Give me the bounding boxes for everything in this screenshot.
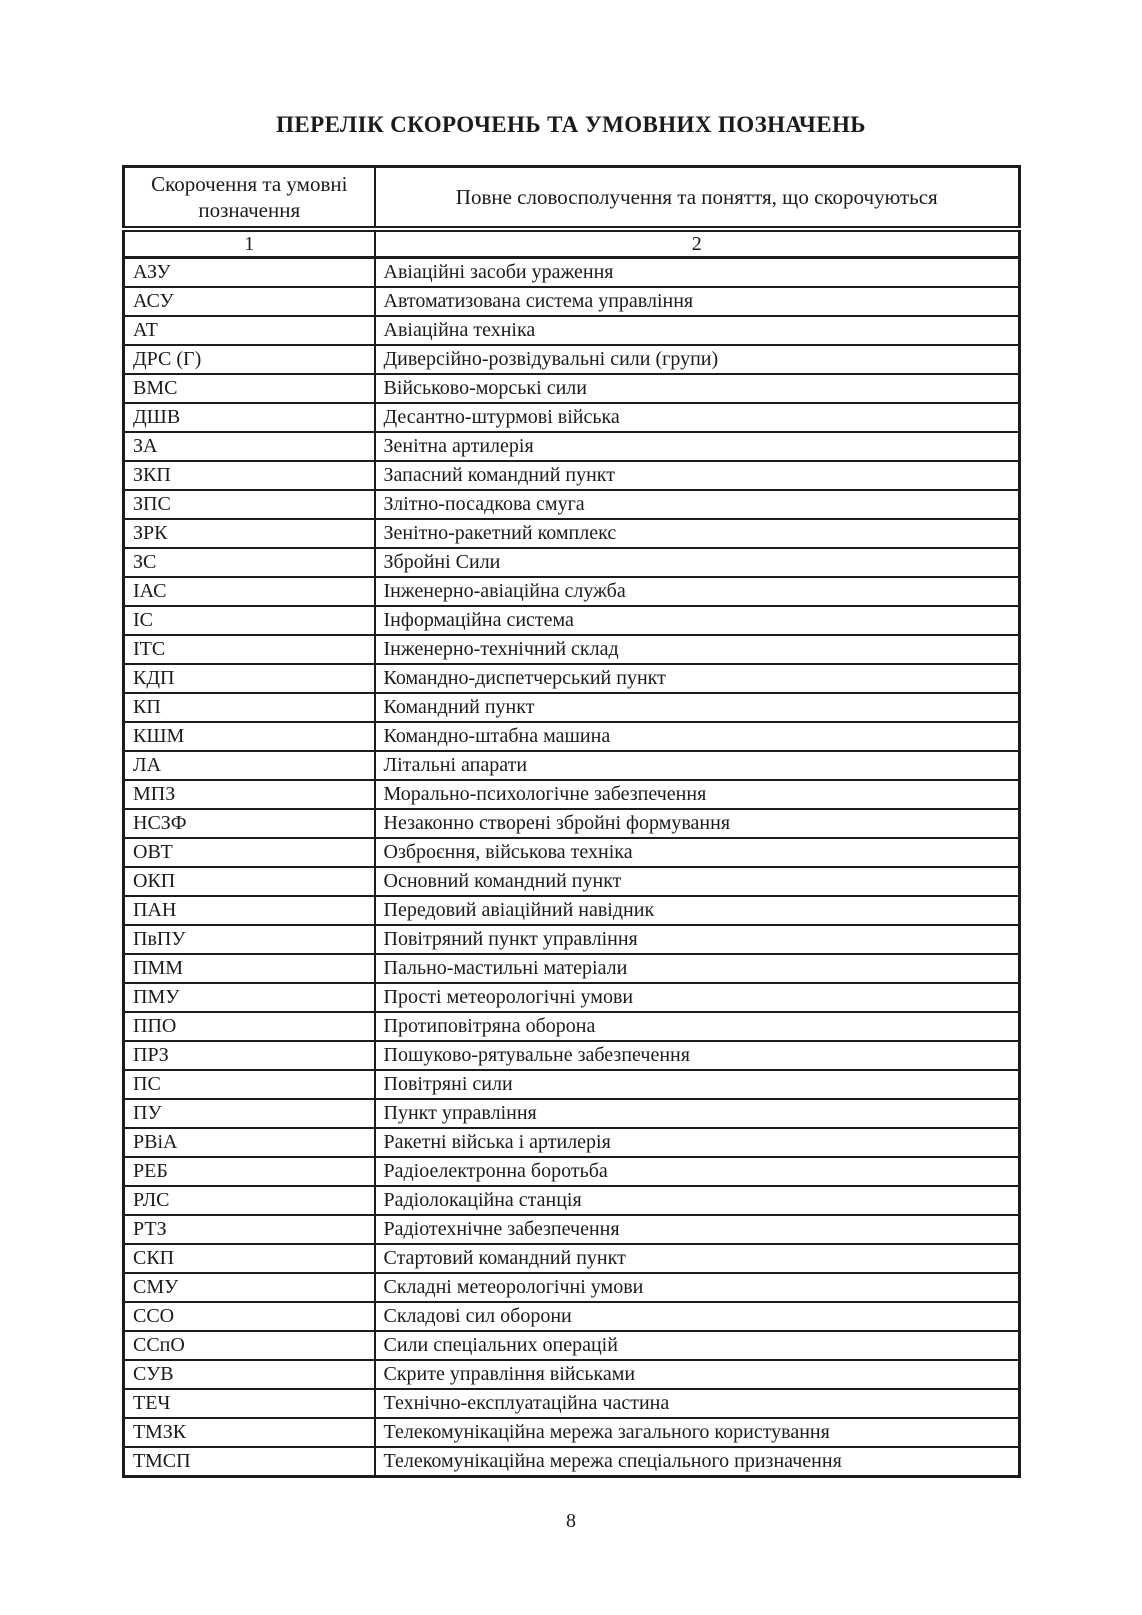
page-title: ПЕРЕЛІК СКОРОЧЕНЬ ТА УМОВНИХ ПОЗНАЧЕНЬ [276,112,866,137]
abbreviation-cell: ОКП [124,867,375,896]
full-phrase-cell: Незаконно створені збройні формування [375,809,1020,838]
abbreviation-cell: ССО [124,1302,375,1331]
abbreviation-cell: ДРС (Г) [124,345,375,374]
full-phrase-cell: Автоматизована система управління [375,287,1020,316]
column-header-abbreviations: Скорочення та умовні позначення [124,167,375,230]
table-row [124,403,1020,432]
abbreviation-cell: ССпО [124,1331,375,1360]
table-row [124,751,1020,780]
table-row [124,519,1020,548]
table-row [124,432,1020,461]
full-phrase-cell: Десантно-штурмові війська [375,403,1020,432]
table-row [124,1157,1020,1186]
table-row [124,287,1020,316]
full-phrase-cell: Авіаційні засоби ураження [375,258,1020,288]
table-row [124,1302,1020,1331]
full-phrase-cell: Зенітна артилерія [375,432,1020,461]
table-row [124,693,1020,722]
table-row [124,1012,1020,1041]
full-phrase-cell: Інженерно-авіаційна служба [375,577,1020,606]
full-phrase-cell: Передовий авіаційний навідник [375,896,1020,925]
abbreviation-cell: ОВТ [124,838,375,867]
table-row [124,1331,1020,1360]
full-phrase-cell: Радіоелектронна боротьба [375,1157,1020,1186]
full-phrase-cell: Запасний командний пункт [375,461,1020,490]
abbreviation-cell: ПАН [124,896,375,925]
full-phrase-cell: Сили спеціальних операцій [375,1331,1020,1360]
abbreviation-cell: РЕБ [124,1157,375,1186]
abbreviation-cell: СКП [124,1244,375,1273]
table-row [124,1099,1020,1128]
table-row [124,1360,1020,1389]
table-row [124,577,1020,606]
full-phrase-cell: Основний командний пункт [375,867,1020,896]
table-row [124,490,1020,519]
abbreviation-cell: ВМС [124,374,375,403]
table-row [124,983,1020,1012]
full-phrase-cell: Командний пункт [375,693,1020,722]
column-number-2: 2 [375,229,1020,258]
full-phrase-cell: Телекомунікаційна мережа спеціального призначення [375,1447,1020,1477]
abbreviation-cell: ПвПУ [124,925,375,954]
table-row [124,1273,1020,1302]
table-row [124,1244,1020,1273]
table-row [124,809,1020,838]
abbreviation-cell: ЗРК [124,519,375,548]
abbreviation-cell: ДШВ [124,403,375,432]
full-phrase-cell: Радіолокаційна станція [375,1186,1020,1215]
full-phrase-cell: Повітряні сили [375,1070,1020,1099]
table-row [124,1186,1020,1215]
full-phrase-cell: Радіотехнічне забезпечення [375,1215,1020,1244]
abbreviation-cell: СМУ [124,1273,375,1302]
abbreviation-cell: ЗА [124,432,375,461]
table-row [124,1215,1020,1244]
full-phrase-cell: Морально-психологічне забезпечення [375,780,1020,809]
abbreviation-cell: КДП [124,664,375,693]
abbreviation-cell: ІС [124,606,375,635]
abbreviation-cell: ПММ [124,954,375,983]
full-phrase-cell: Технічно-експлуатаційна частина [375,1389,1020,1418]
full-phrase-cell: Прості метеорологічні умови [375,983,1020,1012]
abbreviation-cell: ТЕЧ [124,1389,375,1418]
table-row [124,896,1020,925]
full-phrase-cell: Телекомунікаційна мережа загального користування [375,1418,1020,1447]
table-row [124,316,1020,345]
abbreviation-cell: ЗС [124,548,375,577]
full-phrase-cell: Командно-диспетчерський пункт [375,664,1020,693]
table-row [124,1041,1020,1070]
full-phrase-cell: Стартовий командний пункт [375,1244,1020,1273]
abbreviation-cell: ТМСП [124,1447,375,1477]
full-phrase-cell: Літальні апарати [375,751,1020,780]
full-phrase-cell: Військово-морські сили [375,374,1020,403]
full-phrase-cell: Пошуково-рятувальне забезпечення [375,1041,1020,1070]
full-phrase-cell: Протиповітряна оборона [375,1012,1020,1041]
table-row [124,606,1020,635]
full-phrase-cell: Пально-мастильні матеріали [375,954,1020,983]
abbreviation-cell: ЗКП [124,461,375,490]
table-row [124,374,1020,403]
full-phrase-cell: Диверсійно-розвідувальні сили (групи) [375,345,1020,374]
full-phrase-cell: Скрите управління військами [375,1360,1020,1389]
abbreviation-cell: АСУ [124,287,375,316]
full-phrase-cell: Пункт управління [375,1099,1020,1128]
abbreviation-cell: КП [124,693,375,722]
abbreviation-cell: ПУ [124,1099,375,1128]
table-row [124,954,1020,983]
abbreviation-cell: МПЗ [124,780,375,809]
abbreviation-cell: ТМЗК [124,1418,375,1447]
table-row [124,838,1020,867]
table-row [124,1447,1020,1477]
full-phrase-cell: Інженерно-технічний склад [375,635,1020,664]
column-number-1: 1 [124,229,375,258]
table-row [124,780,1020,809]
table-row [124,1418,1020,1447]
full-phrase-cell: Складові сил оборони [375,1302,1020,1331]
full-phrase-cell: Ракетні війська і артилерія [375,1128,1020,1157]
page-number: 8 [566,1510,576,1532]
table-row [124,1070,1020,1099]
abbreviation-cell: ЗПС [124,490,375,519]
abbreviation-cell: АТ [124,316,375,345]
full-phrase-cell: Інформаційна система [375,606,1020,635]
table-header-row [124,167,1020,230]
table-row [124,635,1020,664]
abbreviation-cell: НСЗФ [124,809,375,838]
table-row [124,1389,1020,1418]
column-number-row [124,229,1020,258]
abbreviation-cell: ЛА [124,751,375,780]
full-phrase-cell: Складні метеорологічні умови [375,1273,1020,1302]
abbreviation-cell: СУВ [124,1360,375,1389]
abbreviation-cell: ІТС [124,635,375,664]
abbreviation-cell: ПРЗ [124,1041,375,1070]
abbreviation-cell: ПМУ [124,983,375,1012]
table-row [124,722,1020,751]
abbreviation-cell: КШМ [124,722,375,751]
abbreviation-cell: РВіА [124,1128,375,1157]
abbreviation-cell: РЛС [124,1186,375,1215]
abbreviation-cell: АЗУ [124,258,375,288]
abbreviation-cell: РТЗ [124,1215,375,1244]
table-row [124,345,1020,374]
table-row [124,258,1020,288]
full-phrase-cell: Авіаційна техніка [375,316,1020,345]
column-header-full-phrase: Повне словосполучення та поняття, що скорочуються [375,167,1020,230]
full-phrase-cell: Озброєння, військова техніка [375,838,1020,867]
full-phrase-cell: Збройні Сили [375,548,1020,577]
table-row [124,664,1020,693]
full-phrase-cell: Командно-штабна машина [375,722,1020,751]
table-row [124,925,1020,954]
table-row [124,548,1020,577]
table-row [124,867,1020,896]
full-phrase-cell: Злітно-посадкова смуга [375,490,1020,519]
abbreviations-table [122,165,1021,1478]
table-row [124,1128,1020,1157]
full-phrase-cell: Повітряний пункт управління [375,925,1020,954]
abbreviation-cell: ІАС [124,577,375,606]
abbreviation-cell: ППО [124,1012,375,1041]
abbreviation-cell: ПС [124,1070,375,1099]
full-phrase-cell: Зенітно-ракетний комплекс [375,519,1020,548]
table-row [124,461,1020,490]
